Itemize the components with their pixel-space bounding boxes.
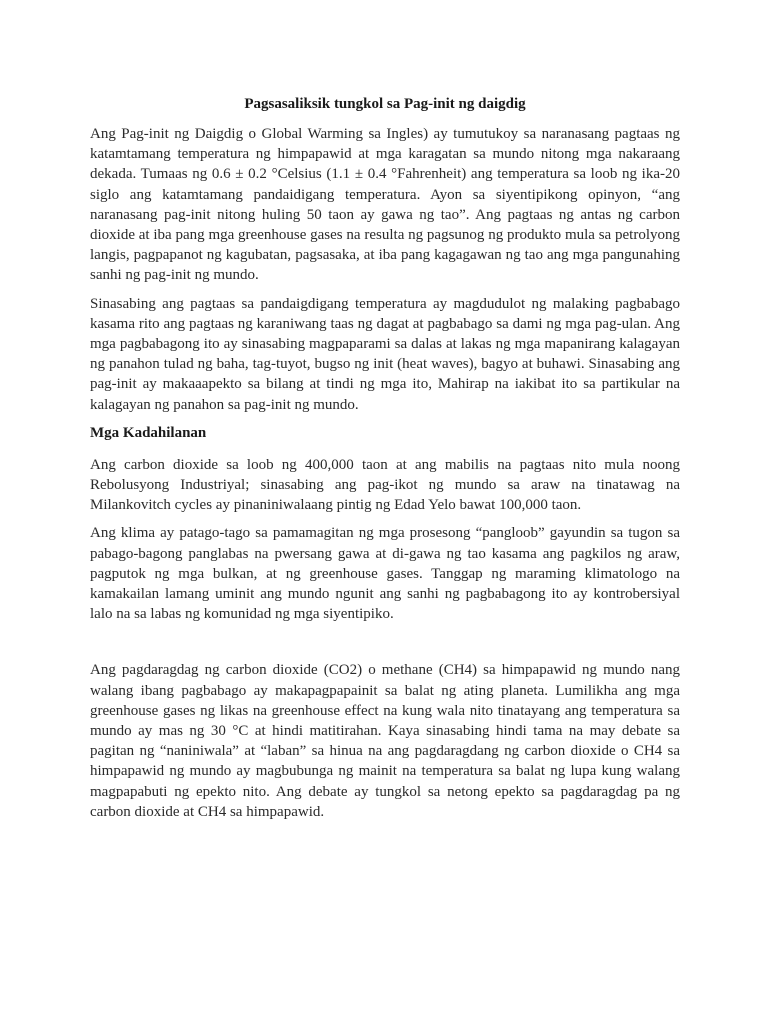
paragraph-intro-1: Ang Pag-init ng Daigdig o Global Warming sa Ingles) ay tumutukoy sa naranasang pagtaas ng katamtamang temperatura ng himpapawid at mga karagatan sa mundo nitong mga nakaraang dekada. Tumaas ng 0.6 ± 0.2 °Celsius (1.1 ± 0.4 °Fahrenheit) ang temperatura sa loob ng ika-20 siglo ang katamtamang pandaidigang temperatura. Ayon sa siyentipikong opinyon, “ang naranasang pag-init nitong huling 50 taon ay gawa ng tao”. Ang pagtaas ng antas ng carbon dioxide at iba pang mga greenhouse gases na resulta ng pagsunog ng produkto mula sa petrolyong langis, pagpapanot ng kagubatan, pagsasaka, at iba pang kagagawan ng tao ang mga pangunahing sanhi ng pag-init ng mundo. (90, 126, 680, 284)
blank-space (90, 632, 680, 660)
paragraph-intro-2: Sinasabing ang pagtaas sa pandaigdigang temperatura ay magdudulot ng malaking pagbabago kasama rito ang pagtaas ng karaniwang taas ng dagat at pagbabago sa dami ng mga pag-ulan. Ang mga pagbabagong ito ay sinasabing magpaparami sa dalas at lakas ng mga mapanirang kalagayan ng panahon tulad ng baha, tag-tuyot, bugso ng init (heat waves), bagyo at buhawi. Sinasabing ang pag-init ay makaaapekto sa bilang at tindi ng mga ito, Mahirap na iakibat ito sa partikular na kalagayan ng panahon sa pag-init ng mundo. (90, 295, 680, 413)
paragraph-causes-1: Ang carbon dioxide sa loob ng 400,000 taon at ang mabilis na pagtaas nito mula noong Rebolusyong Industriyal; sinasabing ang pag-ikot ng mundo sa araw na tinatawag na Milankovitch cycles ay pinaniniwalaang pintig ng Edad Yelo bawat 100,000 taon. (90, 456, 680, 514)
section-heading: Mga Kadahilanan (90, 424, 207, 441)
document-title: Pagsasaliksik tungkol sa Pag-init ng daigdig (244, 96, 526, 112)
paragraph-causes-2: Ang klima ay patago-tago sa pamamagitan ng mga prosesong “pangloob” gayundin sa tugon sa pabago-bagong panglabas na pwersang gawa at di-gawa ng tao kasama ang pagkilos ng araw, pagputok ng mga bulkan, at ng greenhouse gases. Tanggap ng maraming klimatologo na kamakailan lamang uminit ang mundo ngunit ang sanhi ng pagbabagong ito ay kontrobersiyal lalo na sa labas ng komunidad ng mga siyentipiko. (90, 525, 680, 623)
paragraph-causes-3: Ang pagdaragdag ng carbon dioxide (CO2) o methane (CH4) sa himpapawid ng mundo nang walang ibang pagbabago ay makapagpapainit sa balat ng ating planeta. Lumilikha ang mga greenhouse gases ng likas na greenhouse effect na kung wala nito tinatayang ang temperatura sa mundo ay mas ng 30 °C at hindi matitirahan. Kaya sinasabing hindi tama na may debate sa pagitan ng “naniniwala” at “laban” sa hinua na ang pagdaragdang ng carbon dioxide o CH4 sa himpapawid ng mundo ay magbubunga ng mainit na temperatura sa balat ng lupa kung walang magpapabuti ng epekto nito. Ang debate ay tungkol sa netong epekto sa pagdaragdag pa ng carbon dioxide at CH4 sa himpapawid. (90, 662, 680, 820)
